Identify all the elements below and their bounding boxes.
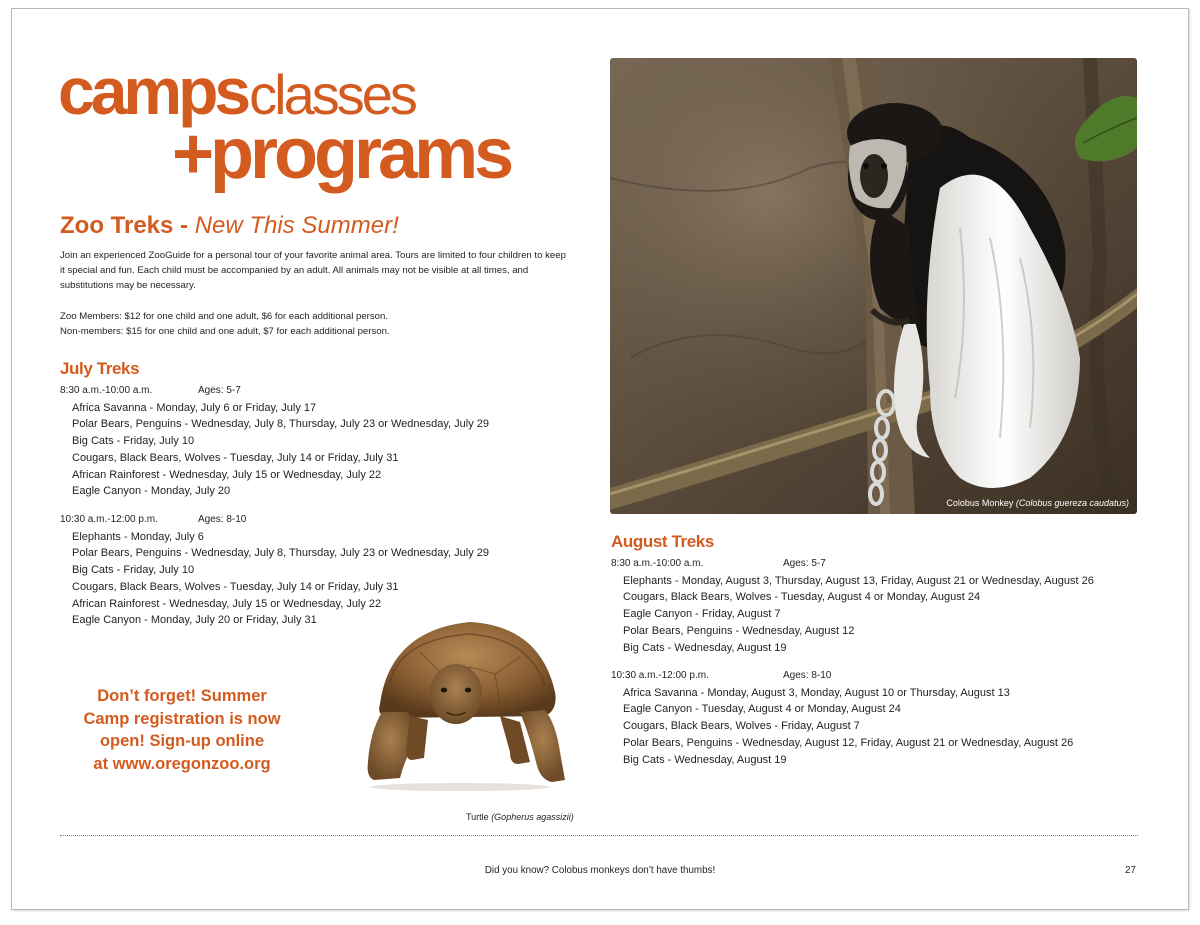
footer-fact: Did you know? Colobus monkeys don’t have thumbs! <box>484 865 716 876</box>
photo-caption-latin: (Colobus guereza caudatus) <box>1015 498 1129 508</box>
pricing <box>60 309 570 339</box>
section-title <box>60 212 399 240</box>
registration-promo <box>72 685 292 775</box>
list-item: Elephants - Monday, August 3, Thursday, August 13, Friday, August 21 or Wednesday, August 26 <box>623 574 1094 587</box>
list-item: Polar Bears, Penguins - Wednesday, July 8, Thursday, July 23 or Wednesday, July 29 <box>72 418 489 431</box>
august-late-block <box>611 668 1073 768</box>
turtle-caption-latin: (Gopherus agassizii) <box>491 812 574 822</box>
list-item: Polar Bears, Penguins - Wednesday, August 12, Friday, August 21 or Wednesday, August 26 <box>623 736 1074 749</box>
list-item: Eagle Canyon - Tuesday, August 4 or Monday, August 24 <box>623 703 901 716</box>
list-item: Cougars, Black Bears, Wolves - Tuesday, July 14 or Friday, July 31 <box>72 451 399 464</box>
turtle-photo <box>360 612 565 792</box>
section-title-main: Zoo Treks - <box>60 212 189 239</box>
time-range: 10:30 a.m.-12:00 p.m. <box>60 514 158 525</box>
footer-divider <box>60 835 1138 836</box>
august-morning-block <box>611 556 1094 656</box>
time-range: 8:30 a.m.-10:00 a.m. <box>611 558 704 569</box>
photo-caption-name: Colobus Monkey <box>946 498 1014 508</box>
list-item: Africa Savanna - Monday, August 3, Monday, August 10 or Thursday, August 13 <box>623 686 1010 699</box>
age-range: Ages: 8-10 <box>783 670 832 681</box>
promo-line: Camp registration is now <box>83 709 281 728</box>
list-item: Cougars, Black Bears, Wolves - Tuesday, July 14 or Friday, July 31 <box>72 580 399 593</box>
promo-line: at www.oregonzoo.org <box>93 754 271 773</box>
masthead-camps: camps <box>58 54 248 128</box>
list-item: Africa Savanna - Monday, July 6 or Friday, July 17 <box>72 401 317 414</box>
list-item: African Rainforest - Wednesday, July 15 or Wednesday, July 22 <box>72 468 382 481</box>
list-item: Polar Bears, Penguins - Wednesday, July 8, Thursday, July 23 or Wednesday, July 29 <box>72 547 489 560</box>
list-item: Cougars, Black Bears, Wolves - Friday, August 7 <box>623 720 860 733</box>
list-item: Eagle Canyon - Monday, July 20 <box>72 485 231 498</box>
july-morning-block <box>60 383 489 500</box>
time-range: 8:30 a.m.-10:00 a.m. <box>60 385 153 396</box>
age-range: Ages: 5-7 <box>198 385 241 396</box>
list-item: Eagle Canyon - Friday, August 7 <box>623 608 781 621</box>
turtle-caption <box>466 812 574 822</box>
list-item: Cougars, Black Bears, Wolves - Tuesday, August 4 or Monday, August 24 <box>623 591 981 604</box>
price-members: Zoo Members: $12 for one child and one adult, $6 for each additional person. <box>60 311 388 322</box>
monkey-photo-image <box>610 58 1137 514</box>
masthead-programs: +programs <box>172 114 511 194</box>
intro-paragraph: Join an experienced ZooGuide for a personal tour of your favorite animal area. Tours are limited to four children to keep it special and fun. Each child must be accompanied by an adult. All animals may not be visible at all times, and substitutions may be necessary. <box>60 250 566 291</box>
list-item: Big Cats - Wednesday, August 19 <box>623 753 787 766</box>
promo-line: open! Sign-up online <box>99 732 265 750</box>
time-slot-header <box>60 512 489 529</box>
time-slot-header <box>611 668 1073 685</box>
list-item: Elephants - Monday, July 6 <box>72 530 204 543</box>
turtle-caption-name: Turtle <box>466 812 489 822</box>
masthead-classes: classes <box>249 63 415 126</box>
section-title-subtitle: New This Summer! <box>194 212 399 239</box>
list-item: Big Cats - Friday, July 10 <box>72 435 195 448</box>
age-range: Ages: 8-10 <box>198 514 247 525</box>
list-item: Big Cats - Friday, July 10 <box>72 564 195 577</box>
list-item: Eagle Canyon - Monday, July 20 or Friday, July 31 <box>72 614 317 627</box>
list-item: African Rainforest - Wednesday, July 15 or Wednesday, July 22 <box>72 597 382 610</box>
time-slot-header <box>60 383 489 400</box>
list-item: Polar Bears, Penguins - Wednesday, August 12 <box>623 624 855 637</box>
time-slot-header <box>611 556 1094 573</box>
price-nonmembers: Non-members: $15 for one child and one adult, $7 for each additional person. <box>60 326 390 337</box>
page-number: 27 <box>1125 865 1136 876</box>
august-treks-heading: August Treks <box>611 532 714 551</box>
list-item: Big Cats - Wednesday, August 19 <box>623 641 787 654</box>
photo-caption <box>946 498 1129 508</box>
promo-line: Don’t forget! Summer <box>97 687 267 705</box>
time-range: 10:30 a.m.-12:00 p.m. <box>611 670 709 681</box>
age-range: Ages: 5-7 <box>783 558 826 569</box>
colobus-monkey-photo <box>610 58 1137 514</box>
july-treks-heading: July Treks <box>60 359 140 378</box>
